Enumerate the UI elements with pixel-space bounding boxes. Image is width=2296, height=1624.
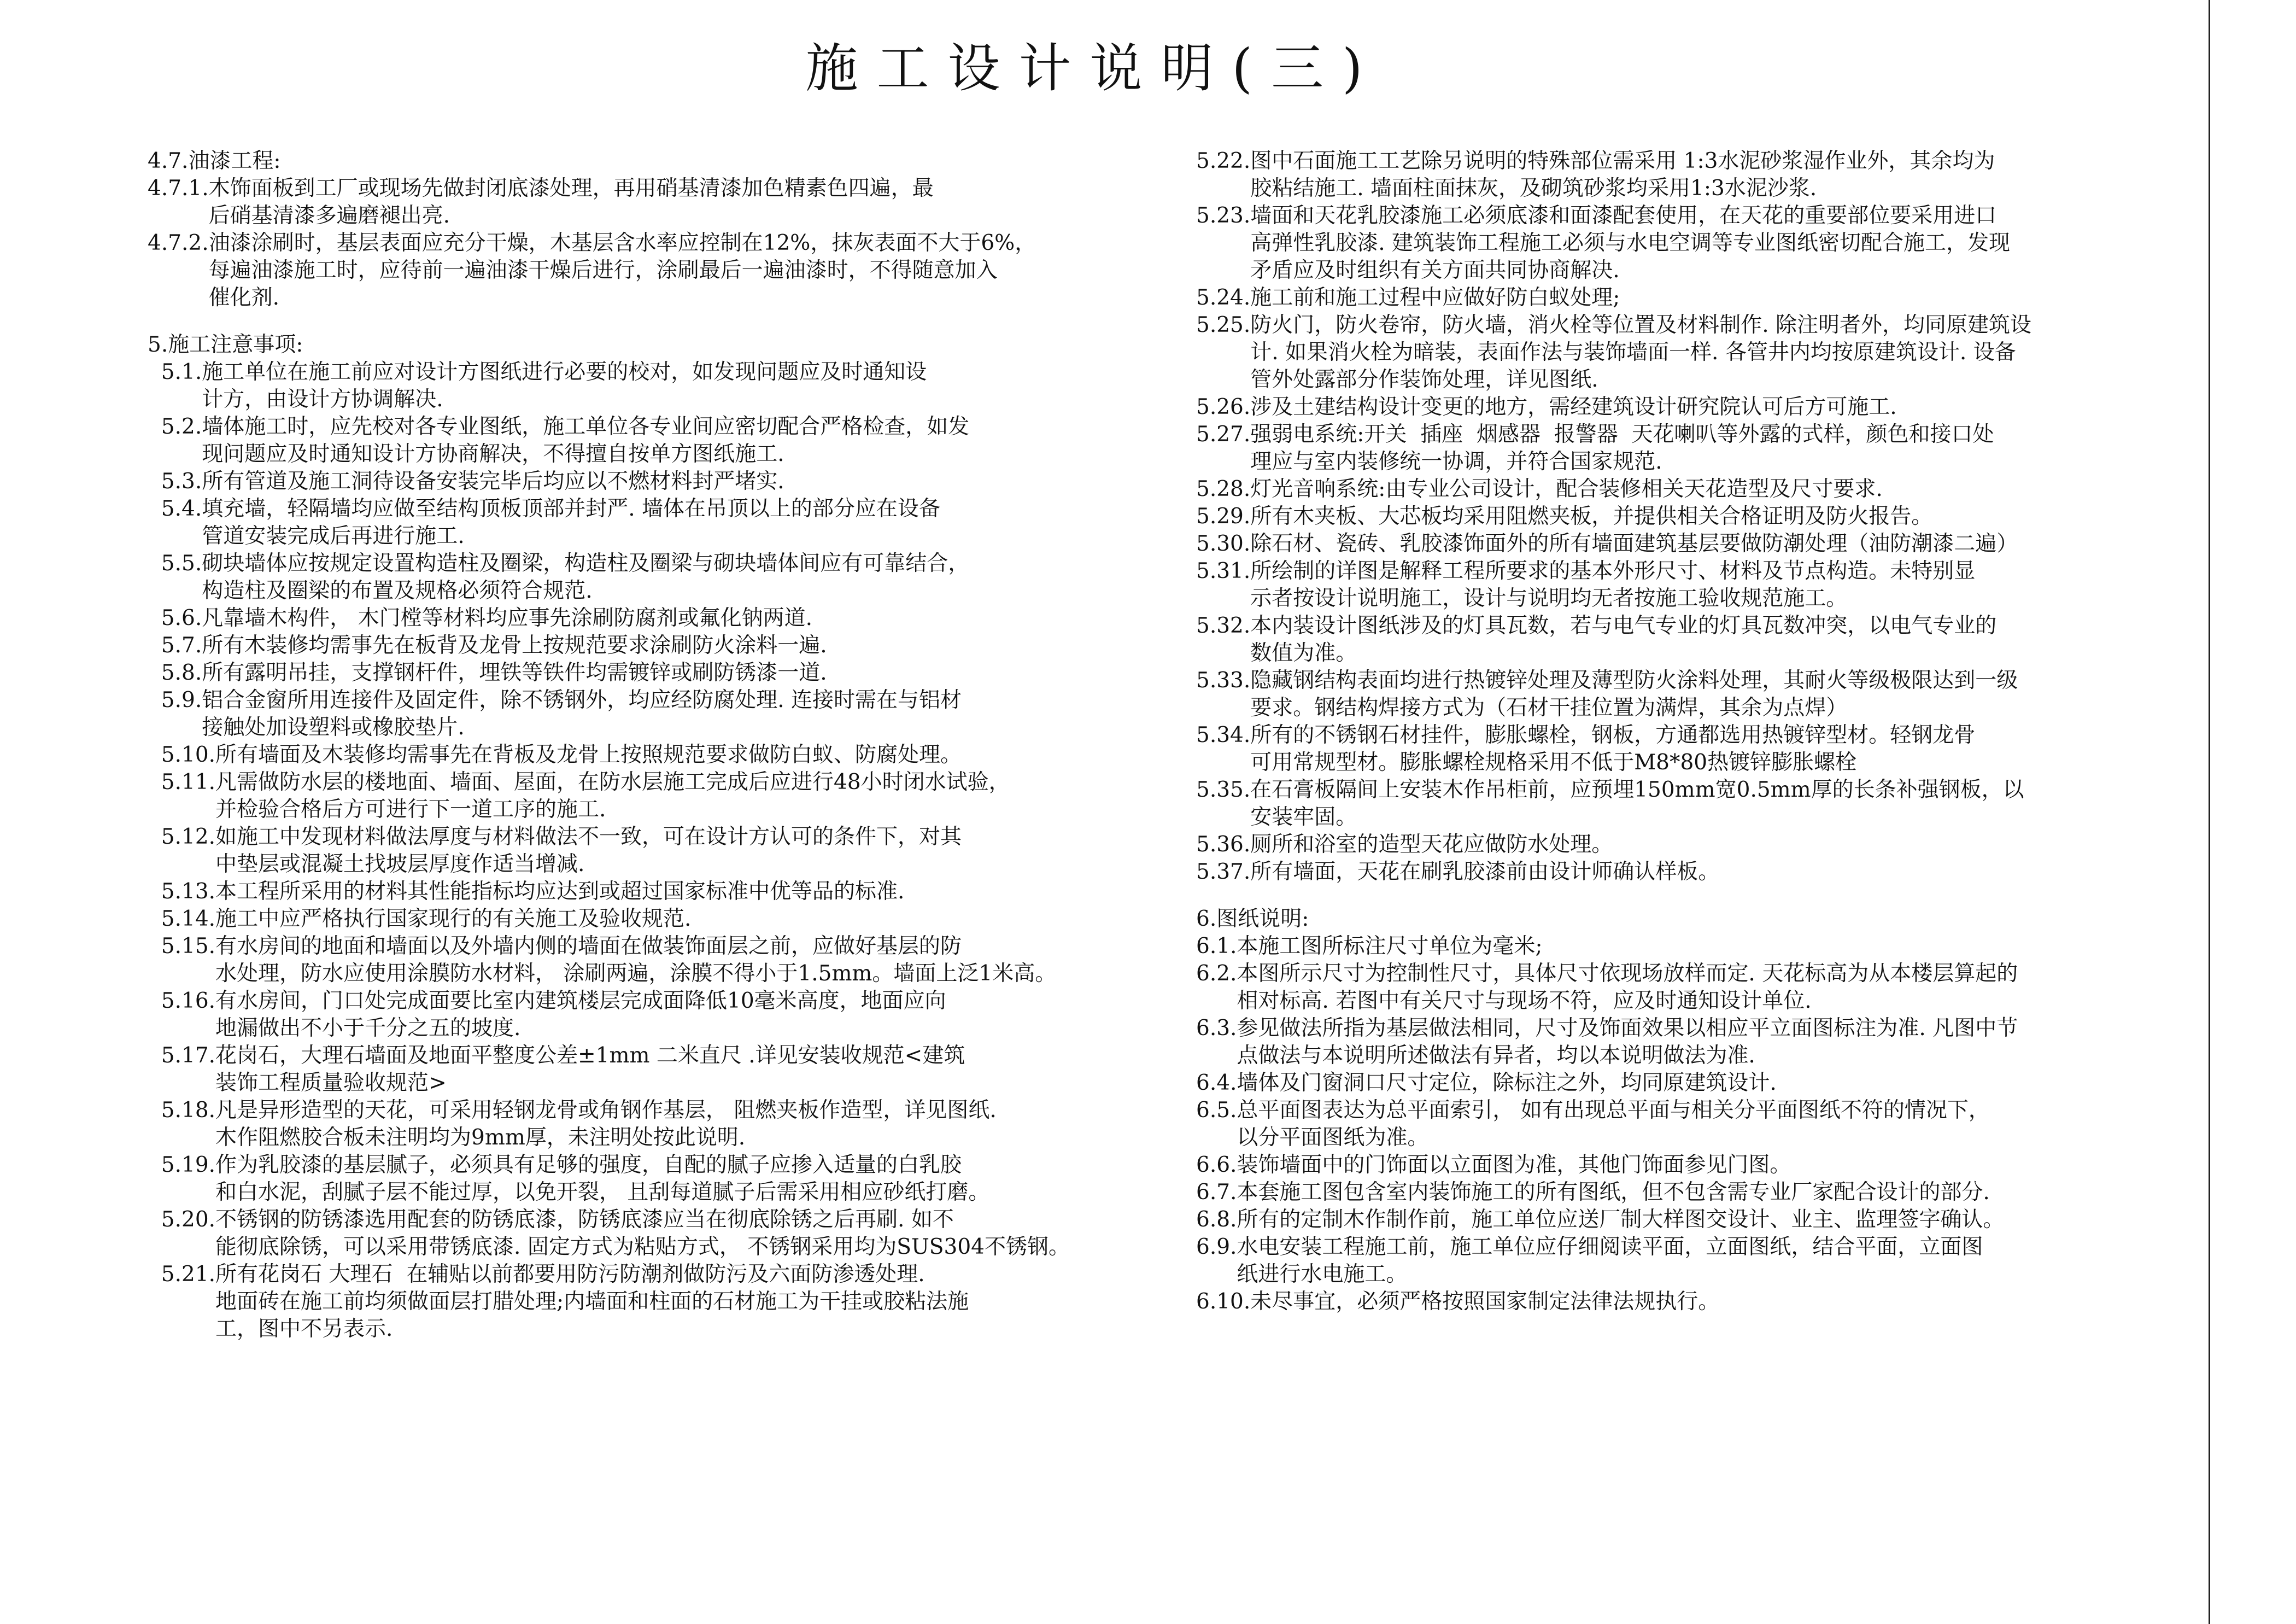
note-text: [215, 741, 1148, 769]
note-text: [202, 659, 1148, 687]
note-text: [1250, 503, 2202, 530]
note-line: 本图所示尺寸为控制性尺寸，具体尺寸依现场放样而定. 天花标高为从本楼层算起的: [1237, 961, 2018, 986]
right-column: [1196, 148, 2202, 1335]
note-line: 并检验合格后方可进行下一道工序的施工.: [215, 797, 606, 822]
note-line: 图中石面施工工艺除另说明的特殊部位需采用 1:3水泥砂浆湿作业外，其余均为: [1250, 149, 1995, 173]
note-text: [1250, 1288, 2202, 1316]
note-item: [148, 1152, 1148, 1206]
note-line: 隐藏钢结构表面均进行热镀锌处理及薄型防火涂料处理，其耐火等级极限达到一级: [1250, 668, 2018, 693]
note-line: 墙面和天花乳胶漆施工必须底漆和面漆配套使用，在天花的重要部位要采用进口: [1250, 203, 1997, 228]
note-item: [148, 495, 1148, 550]
note-number: 6.3.: [1196, 1016, 1237, 1041]
note-number: 6.1.: [1196, 934, 1237, 959]
note-text: [202, 495, 1148, 550]
note-item: [148, 933, 1148, 988]
note-line: 填充墙，轻隔墙均应做至结构顶板顶部并封严. 墙体在吊顶以上的部分应在设备: [202, 496, 941, 521]
note-item: [1196, 1234, 2202, 1288]
note-text: [1237, 933, 2202, 960]
note-line: 地面砖在施工前均须做面层打腊处理;内墙面和柱面的石材施工为干挂或胶粘法施: [215, 1289, 969, 1314]
note-line: 点做法与本说明所述做法有异者，均以本说明做法为准.: [1237, 1043, 1755, 1068]
note-number: 5.20.: [148, 1207, 216, 1232]
note-line: 工，图中不另表示.: [215, 1317, 393, 1341]
note-line: 每遍油漆施工时，应待前一遍油漆干燥后进行，涂刷最后一遍油漆时，不得随意加入: [208, 258, 998, 283]
note-number: 6.5.: [1196, 1098, 1237, 1123]
note-number: 5.18.: [148, 1098, 216, 1123]
note-line: 墙体及门窗洞口尺寸定位，除标注之外，均同原建筑设计.: [1237, 1071, 1777, 1095]
note-number: 6.2.: [1196, 961, 1237, 986]
note-text: [215, 878, 1148, 906]
note-text: [202, 632, 1148, 659]
note-line: 所有的定制木作制作前，施工单位应送厂制大样图交设计、业主、监理签字确认。: [1237, 1207, 2005, 1232]
note-line: 管道安装完成后再进行施工.: [202, 524, 465, 548]
note-line: 接触处加设塑料或橡胶垫片.: [202, 715, 465, 740]
note-line: 水电安装工程施工前，施工单位应仔细阅读平面，立面图纸，结合平面，立面图: [1237, 1235, 1983, 1259]
note-number: 5.31.: [1196, 559, 1251, 583]
note-line: 计. 如果消火栓为暗装，表面作法与装饰墙面一样. 各管井内均按原建筑设计. 设备: [1250, 340, 2016, 365]
note-item: [148, 988, 1148, 1042]
note-line: 在石膏板隔间上安装木作吊柜前，应预埋150mm宽0.5mm厚的长条补强钢板，以: [1250, 778, 2024, 802]
note-item: [1196, 933, 2202, 960]
note-item: [1196, 1152, 2202, 1179]
note-text: [1250, 558, 2202, 612]
note-text: [1237, 1234, 2202, 1288]
note-item: [148, 1042, 1148, 1097]
note-number: 5.10.: [148, 743, 216, 767]
note-number: 4.7.2.: [148, 231, 209, 255]
note-line: 不锈钢的防锈漆选用配套的防锈底漆，防锈底漆应当在彻底除锈之后再刷. 如不: [215, 1207, 954, 1232]
note-number: 5.11.: [148, 770, 216, 795]
note-line: 铝合金窗所用连接件及固定件，除不锈钢外，均应经防腐处理. 连接时需在与铝材: [202, 688, 962, 712]
note-line: 涉及土建结构设计变更的地方，需经建筑设计研究院认可后方可施工.: [1250, 395, 1897, 419]
note-item: [1196, 722, 2202, 776]
note-number: 5.29.: [1196, 504, 1251, 529]
note-number: 5.21.: [148, 1262, 216, 1287]
note-text: [202, 550, 1148, 605]
note-item: [148, 413, 1148, 468]
note-item: [148, 175, 1148, 230]
note-number: 5.7.: [148, 633, 202, 658]
note-line: 墙体施工时，应先校对各专业图纸，施工单位各专业间应密切配合严格检查，如发: [202, 414, 970, 439]
note-line: 构造柱及圈梁的布置及规格必须符合规范.: [202, 579, 593, 603]
note-line: 纸进行水电施工。: [1237, 1262, 1408, 1287]
note-line: 管外处露部分作装饰处理，详见图纸.: [1250, 367, 1598, 392]
note-line: 相对标高. 若图中有关尺寸与现场不符，应及时通知设计单位.: [1237, 989, 1812, 1013]
note-item: [1196, 1097, 2202, 1152]
note-line: 参见做法所指为基层做法相同，尺寸及饰面效果以相应平立面图标注为准. 凡图中节: [1237, 1016, 2018, 1041]
note-item: [148, 1097, 1148, 1152]
note-line: 除石材、瓷砖、乳胶漆饰面外的所有墙面建筑基层要做防潮处理（油防潮漆二遍）: [1250, 531, 2018, 556]
note-line: 示者按设计说明施工，设计与说明均无者按施工验收规范施工。: [1250, 586, 1848, 611]
note-line: 装饰工程质量验收规范>: [215, 1071, 447, 1095]
note-line: 所有墙面，天花在刷乳胶漆前由设计师确认样板。: [1250, 860, 1720, 884]
note-line: 强弱电系统:开关 插座 烟感器 报警器 天花喇叭等外露的式样，颜色和接口处: [1250, 422, 1994, 447]
note-number: 5.12.: [148, 825, 216, 849]
note-number: 5.35.: [1196, 778, 1251, 802]
note-item: [148, 741, 1148, 769]
note-line: 后硝基清漆多遍磨褪出亮.: [208, 203, 450, 228]
note-number: 5.30.: [1196, 531, 1251, 556]
note-number: 5.16.: [148, 989, 216, 1013]
note-line: 现问题应及时通知设计方协商解决，不得擅自按单方图纸施工.: [202, 442, 784, 466]
note-item: [148, 906, 1148, 933]
note-line: 防火门，防火卷帘，防火墙，消火栓等位置及材料制作. 除注明者外，均同原建筑设: [1250, 313, 2032, 337]
note-line: 凡是异形造型的天花，可采用轻钢龙骨或角钢作基层， 阻燃夹板作造型，详见图纸.: [215, 1098, 997, 1123]
note-item: [1196, 421, 2202, 476]
note-line: 花岗石，大理石墙面及地面平整度公差±1mm 二米直尺 .详见安装收规范<建筑: [215, 1043, 965, 1068]
note-item: [1196, 831, 2202, 858]
note-item: [1196, 558, 2202, 612]
note-line: 所有管道及施工洞待设备安装完毕后均应以不燃材料封严堵实.: [202, 469, 784, 494]
note-number: 5.36.: [1196, 832, 1251, 857]
note-number: 5.5.: [148, 551, 202, 576]
note-item: [1196, 202, 2202, 284]
note-number: 5.2.: [148, 414, 202, 439]
note-text: [1250, 858, 2202, 886]
note-number: 5.14.: [148, 907, 216, 931]
note-text: [1237, 960, 2202, 1015]
note-text: [202, 413, 1148, 468]
note-line: 水处理，防水应使用涂膜防水材料， 涂刷两遍，涂膜不得小于1.5mm。墙面上泛1米高。: [215, 961, 1057, 986]
note-item: [1196, 612, 2202, 667]
note-line: 所绘制的详图是解释工程所要求的基本外形尺寸、材料及节点构造。未特别显: [1250, 559, 1976, 583]
note-item: [1196, 312, 2202, 394]
note-number: 5.19.: [148, 1153, 216, 1177]
note-number: 5.13.: [148, 879, 216, 904]
note-line: 地漏做出不小于千分之五的坡度.: [215, 1016, 521, 1041]
note-number: 5.3.: [148, 469, 202, 494]
note-number: 6.9.: [1196, 1235, 1237, 1259]
note-item: [1196, 667, 2202, 722]
note-number: 5.8.: [148, 661, 202, 685]
note-number: 6.6.: [1196, 1153, 1237, 1177]
note-line: 本套施工图包含室内装饰施工的所有图纸，但不包含需专业厂家配合设计的部分.: [1237, 1180, 1990, 1205]
note-number: 6.10.: [1196, 1289, 1251, 1314]
note-line: 和白水泥，刮腻子层不能过厚，以免开裂， 且刮每道腻子后需采用相应砂纸打磨。: [215, 1180, 990, 1205]
note-text: [1250, 667, 2202, 722]
note-line: 高弹性乳胶漆. 建筑装饰工程施工必须与水电空调等专业图纸密切配合施工，发现: [1250, 231, 2011, 255]
note-item: [148, 550, 1148, 605]
note-line: 木饰面板到工厂或现场先做封闭底漆处理，再用硝基清漆加色精素色四遍，最: [208, 176, 934, 201]
note-item: [148, 769, 1148, 823]
note-line: 所有墙面及木装修均需事先在背板及龙骨上按照规范要求做防白蚁、防腐处理。: [215, 743, 962, 767]
note-text: [215, 1261, 1148, 1343]
note-line: 有水房间，门口处完成面要比室内建筑楼层完成面降低10毫米高度，地面应向: [215, 989, 946, 1013]
note-text: [215, 988, 1148, 1042]
note-item: [148, 823, 1148, 878]
note-line: 灯光音响系统:由专业公司设计，配合装修相关天花造型及尺寸要求.: [1250, 477, 1883, 501]
note-line: 矛盾应及时组织有关方面共同协商解决.: [1250, 258, 1620, 283]
note-text: [1250, 530, 2202, 558]
note-number: 5.26.: [1196, 395, 1251, 419]
note-line: 所有木装修均需事先在板背及龙骨上按规范要求涂刷防火涂料一遍.: [202, 633, 827, 658]
note-number: 5.6.: [148, 606, 202, 630]
note-text: [1237, 1097, 2202, 1152]
note-line: 催化剂.: [208, 285, 280, 310]
note-number: 6.8.: [1196, 1207, 1237, 1232]
note-text: [1237, 1015, 2202, 1070]
note-number: 5.32.: [1196, 614, 1251, 638]
note-line: 所有木夹板、大芯板均采用阻燃夹板，并提供相关合格证明及防火报告。: [1250, 504, 1933, 529]
note-line: 油漆涂刷时，基层表面应充分干燥，木基层含水率应控制在12%，抹灰表面不大于6%，: [208, 231, 1036, 255]
note-number: 5.37.: [1196, 860, 1251, 884]
note-item: [148, 230, 1148, 312]
note-text: [215, 1206, 1148, 1261]
note-line: 本施工图所标注尺寸单位为毫米;: [1237, 934, 1543, 959]
note-line: 胶粘结施工. 墙面柱面抹灰，及砌筑砂浆均采用1:3水泥沙浆.: [1250, 176, 1817, 201]
section-heading: 4.7.油漆工程:: [148, 149, 281, 173]
note-item: [148, 878, 1148, 906]
note-line: 有水房间的地面和墙面以及外墙内侧的墙面在做装饰面层之前，应做好基层的防: [215, 934, 962, 959]
note-line: 木作阻燃胶合板未注明均为9mm厚，未注明处按此说明.: [215, 1125, 746, 1150]
note-item: [148, 605, 1148, 632]
note-line: 凡需做防水层的楼地面、墙面、屋面，在防水层施工完成后应进行48小时闭水试验，: [215, 770, 1010, 795]
note-number: 5.1.: [148, 360, 202, 384]
note-number: 5.17.: [148, 1043, 216, 1068]
note-item: [1196, 530, 2202, 558]
note-line: 所有的不锈钢石材挂件，膨胀螺栓，钢板，方通都选用热镀锌型材。轻钢龙骨: [1250, 723, 1976, 747]
note-text: [1250, 421, 2202, 476]
note-text: [215, 1042, 1148, 1097]
note-text: [202, 687, 1148, 741]
note-line: 中垫层或混凝土找坡层厚度作适当增减.: [215, 852, 585, 877]
note-text: [1237, 1206, 2202, 1234]
note-line: 如施工中发现材料做法厚度与材料做法不一致，可在设计方认可的条件下，对其: [215, 825, 962, 849]
note-text: [215, 769, 1148, 823]
note-line: 施工中应严格执行国家现行的有关施工及验收规范.: [215, 907, 692, 931]
note-text: [1250, 476, 2202, 503]
note-item: [1196, 960, 2202, 1015]
note-number: 6.7.: [1196, 1180, 1237, 1205]
section-heading: 5.施工注意事项:: [148, 332, 303, 357]
note-line: 未尽事宜，必须严格按照国家制定法律法规执行。: [1250, 1289, 1720, 1314]
note-number: 5.34.: [1196, 723, 1251, 747]
note-item: [1196, 1179, 2202, 1206]
note-item: [148, 1206, 1148, 1261]
frame-border-line: [2209, 0, 2210, 1624]
note-line: 可用常规型材。膨胀螺栓规格采用不低于M8*80热镀锌膨胀螺栓: [1250, 750, 1857, 775]
note-text: [202, 359, 1148, 413]
note-line: 作为乳胶漆的基层腻子，必须具有足够的强度，自配的腻子应掺入适量的白乳胶: [215, 1153, 962, 1177]
note-number: 5.4.: [148, 496, 202, 521]
note-number: 6.4.: [1196, 1071, 1237, 1095]
note-item: [148, 359, 1148, 413]
note-text: [215, 1152, 1148, 1206]
notes-section: [148, 331, 1148, 1343]
note-line: 理应与室内装修统一协调，并符合国家规范.: [1250, 449, 1662, 474]
note-text: [1250, 394, 2202, 421]
note-number: 5.24.: [1196, 285, 1251, 310]
note-line: 能彻底除锈，可以采用带锈底漆. 固定方式为粘贴方式， 不锈钢采用均为SUS304不锈钢。: [215, 1235, 1070, 1259]
note-number: 4.7.1.: [148, 176, 209, 201]
note-number: 5.15.: [148, 934, 216, 959]
note-text: [1250, 284, 2202, 312]
note-item: [148, 659, 1148, 687]
note-number: 5.33.: [1196, 668, 1251, 693]
note-text: [1250, 612, 2202, 667]
note-item: [148, 632, 1148, 659]
note-number: 5.27.: [1196, 422, 1251, 447]
note-text: [1250, 776, 2202, 831]
note-line: 厕所和浴室的造型天花应做防水处理。: [1250, 832, 1613, 857]
note-line: 所有花岗石 大理石 在辅贴以前都要用防污防潮剂做防污及六面防渗透处理.: [215, 1262, 925, 1287]
page-title: 施工设计说明(三): [805, 38, 1381, 99]
notes-section: [1196, 148, 2202, 886]
note-text: [1250, 722, 2202, 776]
note-item: [1196, 858, 2202, 886]
note-text: [215, 823, 1148, 878]
note-item: [1196, 148, 2202, 202]
note-item: [1196, 503, 2202, 530]
note-line: 以分平面图纸为准。: [1237, 1125, 1429, 1150]
note-line: 施工单位在施工前应对设计方图纸进行必要的校对，如发现问题应及时通知设: [202, 360, 927, 384]
note-number: 5.22.: [1196, 149, 1251, 173]
note-item: [1196, 1070, 2202, 1097]
note-line: 所有露明吊挂，支撑钢杆件，埋铁等铁件均需镀锌或刷防锈漆一道.: [202, 661, 827, 685]
note-item: [1196, 284, 2202, 312]
note-text: [202, 605, 1148, 632]
note-number: 5.23.: [1196, 203, 1251, 228]
note-item: [148, 1261, 1148, 1343]
note-number: 5.9.: [148, 688, 202, 712]
note-number: 5.25.: [1196, 313, 1251, 337]
note-text: [1237, 1179, 2202, 1206]
note-text: [1250, 148, 2202, 202]
note-text: [215, 933, 1148, 988]
note-text: [1237, 1070, 2202, 1097]
note-line: 本工程所采用的材料其性能指标均应达到或超过国家标准中优等品的标准.: [215, 879, 905, 904]
note-number: 5.28.: [1196, 477, 1251, 501]
note-line: 装饰墙面中的门饰面以立面图为准，其他门饰面参见门图。: [1237, 1153, 1791, 1177]
note-item: [1196, 476, 2202, 503]
note-item: [148, 468, 1148, 495]
left-column: [148, 148, 1148, 1363]
note-text: [209, 175, 1148, 230]
notes-section: [1196, 906, 2202, 1316]
note-text: [215, 1097, 1148, 1152]
note-line: 计方，由设计方协调解决.: [202, 387, 443, 412]
note-line: 本内装设计图纸涉及的灯具瓦数，若与电气专业的灯具瓦数冲突，以电气专业的: [1250, 614, 1997, 638]
note-text: [209, 230, 1148, 312]
section-heading: 6.图纸说明:: [1196, 907, 1309, 931]
note-line: 凡靠墙木构件， 木门樘等材料均应事先涂刷防腐剂或氟化钠两道.: [202, 606, 813, 630]
note-text: [202, 468, 1148, 495]
note-line: 施工前和施工过程中应做好防白蚁处理;: [1250, 285, 1620, 310]
note-line: 数值为准。: [1250, 641, 1357, 665]
note-text: [215, 906, 1148, 933]
notes-section: [148, 148, 1148, 312]
note-item: [1196, 1015, 2202, 1070]
note-text: [1250, 202, 2202, 284]
note-text: [1250, 312, 2202, 394]
note-text: [1250, 831, 2202, 858]
note-item: [1196, 394, 2202, 421]
note-item: [1196, 1288, 2202, 1316]
note-item: [148, 687, 1148, 741]
note-line: 安装牢固。: [1250, 805, 1357, 829]
note-line: 总平面图表达为总平面索引， 如有出现总平面与相关分平面图纸不符的情况下，: [1237, 1098, 1990, 1123]
note-text: [1237, 1152, 2202, 1179]
note-line: 要求。钢结构焊接方式为（石材干挂位置为满焊，其余为点焊）: [1250, 696, 1848, 720]
note-line: 砌块墙体应按规定设置构造柱及圈梁，构造柱及圈梁与砌块墙体间应有可靠结合，: [202, 551, 970, 576]
note-item: [1196, 776, 2202, 831]
note-item: [1196, 1206, 2202, 1234]
